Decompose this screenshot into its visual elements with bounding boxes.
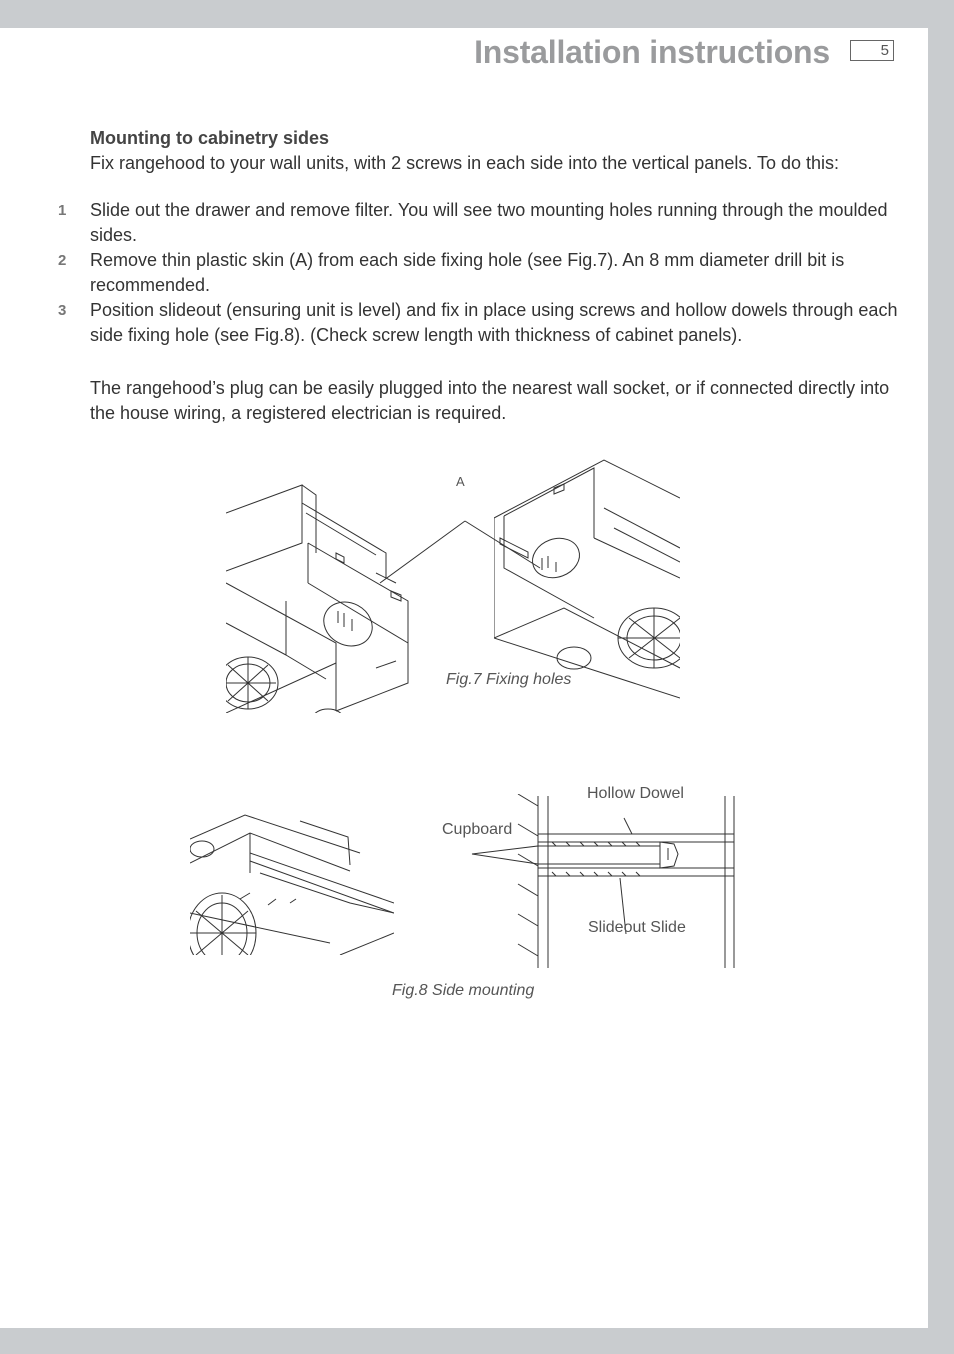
- step-text: Position slideout (ensuring unit is level) and fix in place using screws and hollow dowels through each side fixing hole (see Fig.8). (Check screw length with thickness of cabinet panels).: [90, 300, 898, 345]
- step-text: Slide out the drawer and remove filter. You will see two mounting holes running through the moulded sides.: [90, 200, 888, 245]
- document-page: [0, 28, 928, 1328]
- page-title: Installation instructions: [474, 34, 830, 70]
- fig7-caption: Fig.7 Fixing holes: [446, 671, 572, 688]
- fig7-callout-leaders: [360, 488, 560, 588]
- section-heading: Mounting to cabinetry sides: [90, 128, 330, 148]
- fig7-label-a: A: [456, 474, 465, 489]
- intro-paragraph: Fix rangehood to your wall units, with 2 screws in each side into the vertical panels. To do this:: [90, 153, 840, 173]
- step-number: 2: [58, 252, 67, 269]
- fig8-left-illustration: [190, 813, 394, 955]
- fig8-label-slideout-slide: Slideout Slide: [588, 919, 686, 936]
- step-number: 3: [58, 302, 67, 319]
- page-number: 5: [850, 40, 894, 61]
- fig8-label-cupboard: Cupboard: [442, 821, 513, 838]
- fig8-label-hollow-dowel: Hollow Dowel: [587, 785, 684, 802]
- step-text: Remove thin plastic skin (A) from each side fixing hole (see Fig.7). An 8 mm diameter drill bit is recommended.: [90, 250, 845, 295]
- note-paragraph: The rangehood’s plug can be easily plugged into the nearest wall socket, or if connected directly into the house wiring, a registered electrician is required.: [90, 378, 890, 423]
- step-number: 1: [58, 202, 67, 219]
- fig8-caption: Fig.8 Side mounting: [392, 982, 535, 999]
